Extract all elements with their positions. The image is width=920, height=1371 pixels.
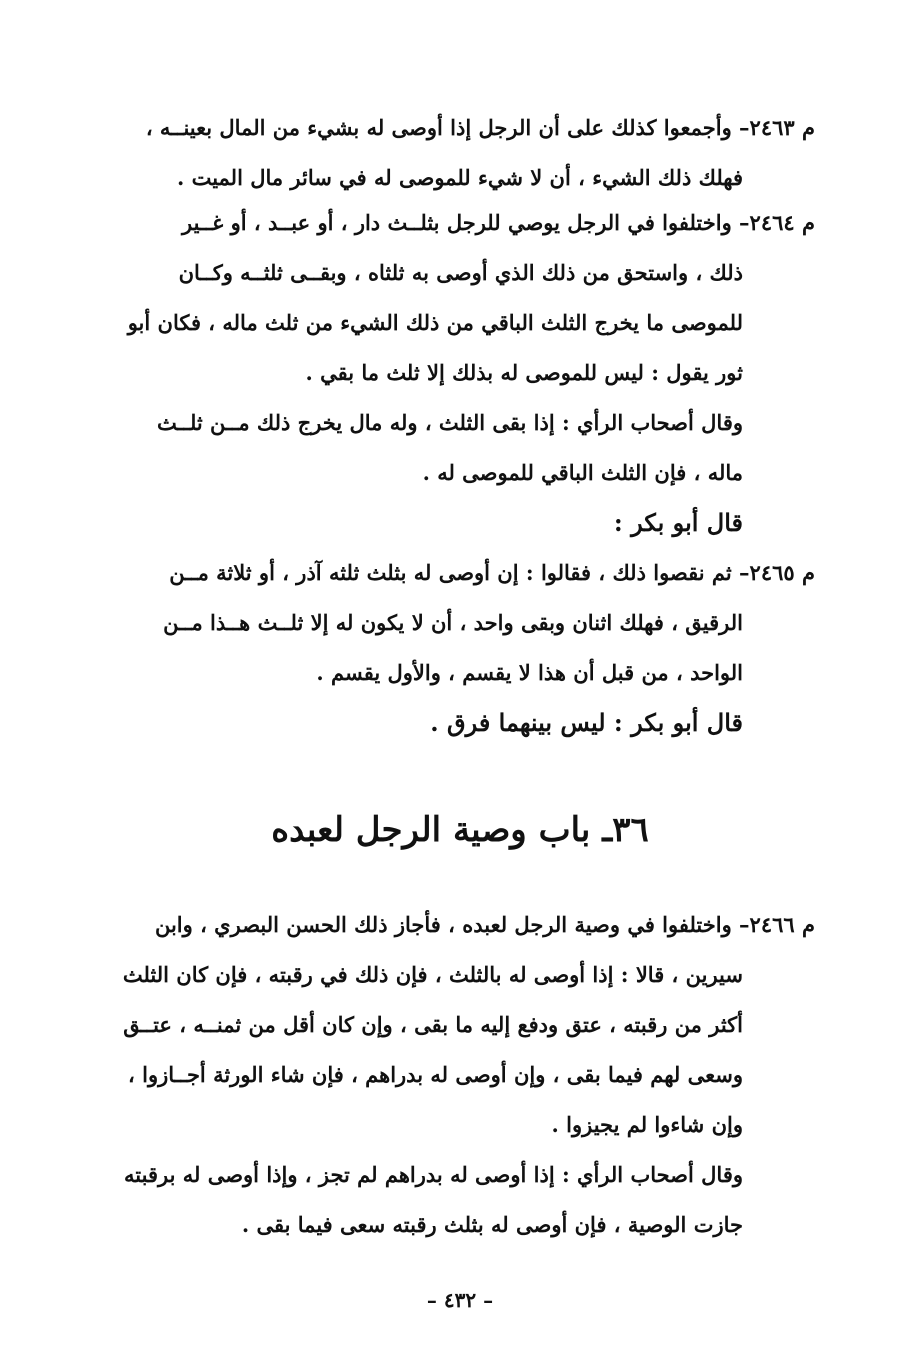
text-line: للموصى ما يخرج الثلث الباقي من ذلك الشيء من ثلث ماله ، فكان أبو [127, 310, 743, 335]
text-line: م ٢٤٦٤– واختلفوا في الرجل يوصي للرجل بثلــث دار ، أو عبــد ، أو غــير [182, 210, 815, 235]
text-line: ماله ، فإن الثلث الباقي للموصى له . [422, 460, 743, 485]
entry-2464 [105, 198, 815, 548]
page-number: – ٤٣٢ – [426, 1288, 494, 1312]
text-line: أكثر من رقبته ، عتق ودفع إليه ما بقى ، وإن كان أقل من ثمنــه ، عتــق [123, 1012, 743, 1037]
entry-2463 [105, 103, 815, 203]
text-line: وسعى لهم فيما بقى ، وإن أوصى له بدراهم ، فإن شاء الورثة أجــازوا ، [128, 1062, 743, 1087]
text-line: م ٢٤٦٦– واختلفوا في وصية الرجل لعبده ، فأجاز ذلك الحسن البصري ، وابن [154, 912, 815, 937]
text-line: وإن شاءوا لم يجيزوا . [551, 1112, 743, 1137]
text-line: ثور يقول : ليس للموصى له بذلك إلا ثلث ما بقي . [305, 360, 743, 385]
qala-abu-bakr: قال أبو بكر : ليس بينهما فرق . [430, 708, 743, 737]
entry-2465 [105, 548, 815, 748]
text-line: م ٢٤٦٣– وأجمعوا كذلك على أن الرجل إذا أوصى له بشيء من المال بعينــه ، [145, 115, 815, 140]
text-line: جازت الوصية ، فإن أوصى له بثلث رقبته سعى فيما بقى . [241, 1212, 743, 1237]
text-line: وقال أصحاب الرأي : إذا أوصى له بدراهم لم تجز ، وإذا أوصى له برقبته [124, 1162, 743, 1187]
text-line: م ٢٤٦٥– ثم نقصوا ذلك ، فقالوا : إن أوصى له بثلث ثلثه آذر ، أو ثلاثة مــن [169, 560, 815, 585]
entry-2466 [105, 900, 815, 1250]
chapter-heading: ٣٦ـ باب وصية الرجل لعبده [271, 810, 649, 850]
text-line: وقال أصحاب الرأي : إذا بقى الثلث ، وله مال يخرج ذلك مــن ثلــث [157, 410, 743, 435]
qala-abu-bakr: قال أبو بكر : [613, 508, 743, 537]
text-line: فهلك ذلك الشيء ، أن لا شيء للموصى له في سائر مال الميت . [176, 165, 743, 190]
text-line: سيرين ، قالا : إذا أوصى له بالثلث ، فإن ذلك في رقبته ، فإن كان الثلث [122, 962, 743, 987]
text-line: الرقيق ، فهلك اثنان وبقى واحد ، أن لا يكون له إلا ثلــث هــذا مــن [163, 610, 743, 635]
text-line: ذلك ، واستحق من ذلك الذي أوصى به ثلثاه ، وبقــى ثلثــه وكــان [178, 260, 743, 285]
text-line: الواحد ، من قبل أن هذا لا يقسم ، والأول يقسم . [316, 660, 743, 685]
